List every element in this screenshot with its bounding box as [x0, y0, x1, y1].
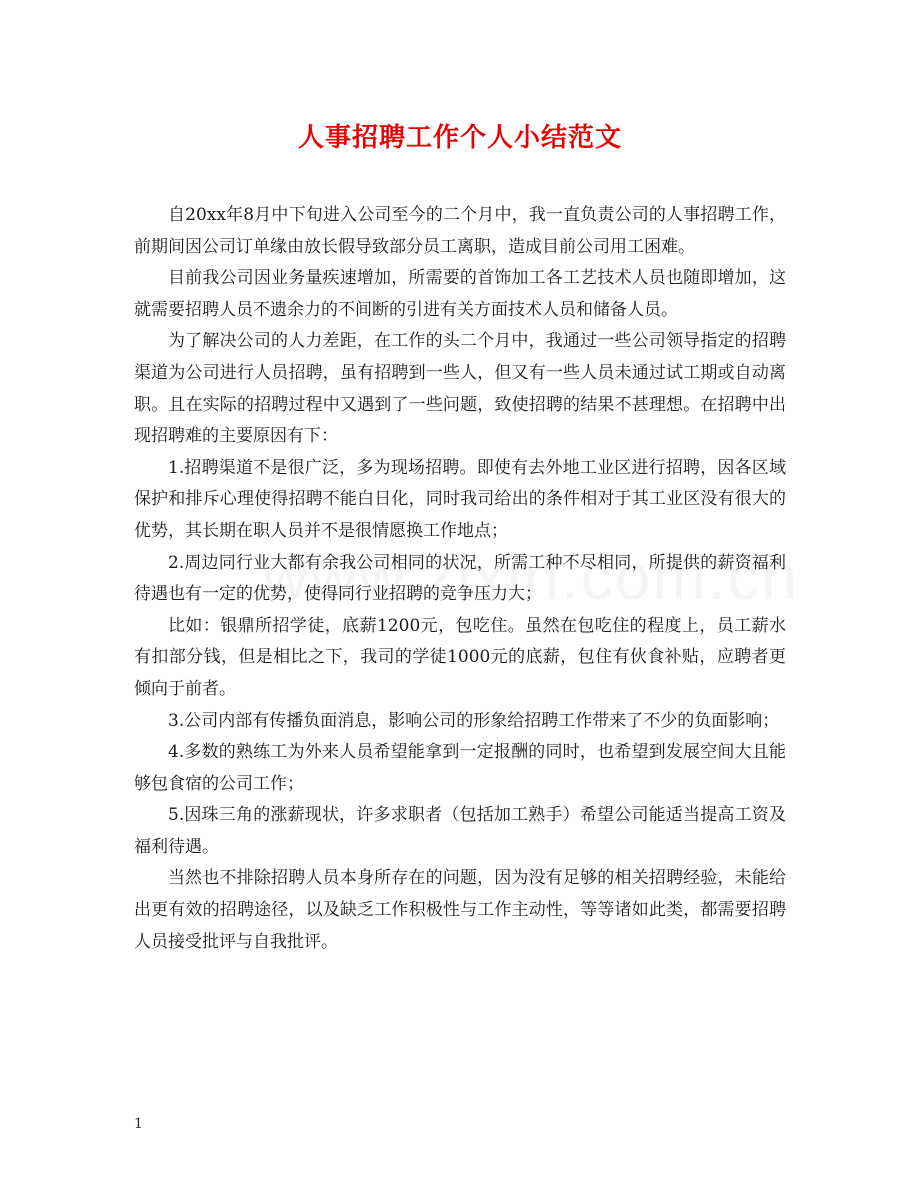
paragraph-6: 比如：银鼎所招学徒，底薪1200元，包吃住。虽然在包吃住的程度上，员工薪水有扣部分钱，但是相比之下，我司的学徒1000元的底薪，包住有伙食补贴，应聘者更倾向于前者。 — [134, 615, 786, 699]
document-title: 人事招聘工作个人小结范文 — [297, 123, 622, 153]
paragraph-4: 1.招聘渠道不是很广泛，多为现场招聘。即使有去外地工业区进行招聘，因各区域保护和排斥心理使得招聘不能白日化，同时我司给出的条件相对于其工业区没有很大的优势，其长期在职人员并不是很情愿换工作地点； — [134, 457, 786, 541]
paragraph-1: 自20xx年8月中下旬进入公司至今的二个月中，我一直负责公司的人事招聘工作，前期间因公司订单缘由放长假导致部分员工离职，造成目前公司用工困难。 — [134, 205, 786, 257]
paragraph-7: 3.公司内部有传播负面消息，影响公司的形象给招聘工作带来了不少的负面影响； — [168, 710, 780, 731]
paragraph-8: 4.多数的熟练工为外来人员希望能拿到一定报酬的同时，也希望到发展空间大且能够包食宿的公司工作； — [134, 742, 786, 794]
page-number: 1 — [134, 1116, 143, 1132]
paragraph-2: 目前我公司因业务量疾速增加，所需要的首饰加工各工艺技术人员也随即增加，这就需要招聘人员不遗余力的不间断的引进有关方面技术人员和储备人员。 — [134, 268, 786, 320]
paragraph-3: 为了解决公司的人力差距，在工作的头二个月中，我通过一些公司领导指定的招聘渠道为公司进行人员招聘，虽有招聘到一些人，但又有一些人员未通过试工期或自动离职。且在实际的招聘过程中又遇到了一些问题，致使招聘的结果不甚理想。在招聘中出现招聘难的主要原因有下： — [134, 331, 786, 447]
paragraph-5: 2.周边同行业大都有余我公司相同的状况，所需工种不尽相同，所提供的薪资福利待遇也有一定的优势，使得同行业招聘的竞争压力大； — [134, 552, 786, 605]
paragraph-10: 当然也不排除招聘人员本身所存在的问题，因为没有足够的相关招聘经验，未能给出更有效的招聘途径，以及缺乏工作积极性与工作主动性，等等诸如此类，都需要招聘人员接受批评与自我批评。 — [134, 868, 786, 952]
paragraph-9: 5.因珠三角的涨薪现状，许多求职者（包括加工熟手）希望公司能适当提高工资及福利待遇。 — [134, 805, 786, 857]
document-body — [134, 200, 786, 958]
